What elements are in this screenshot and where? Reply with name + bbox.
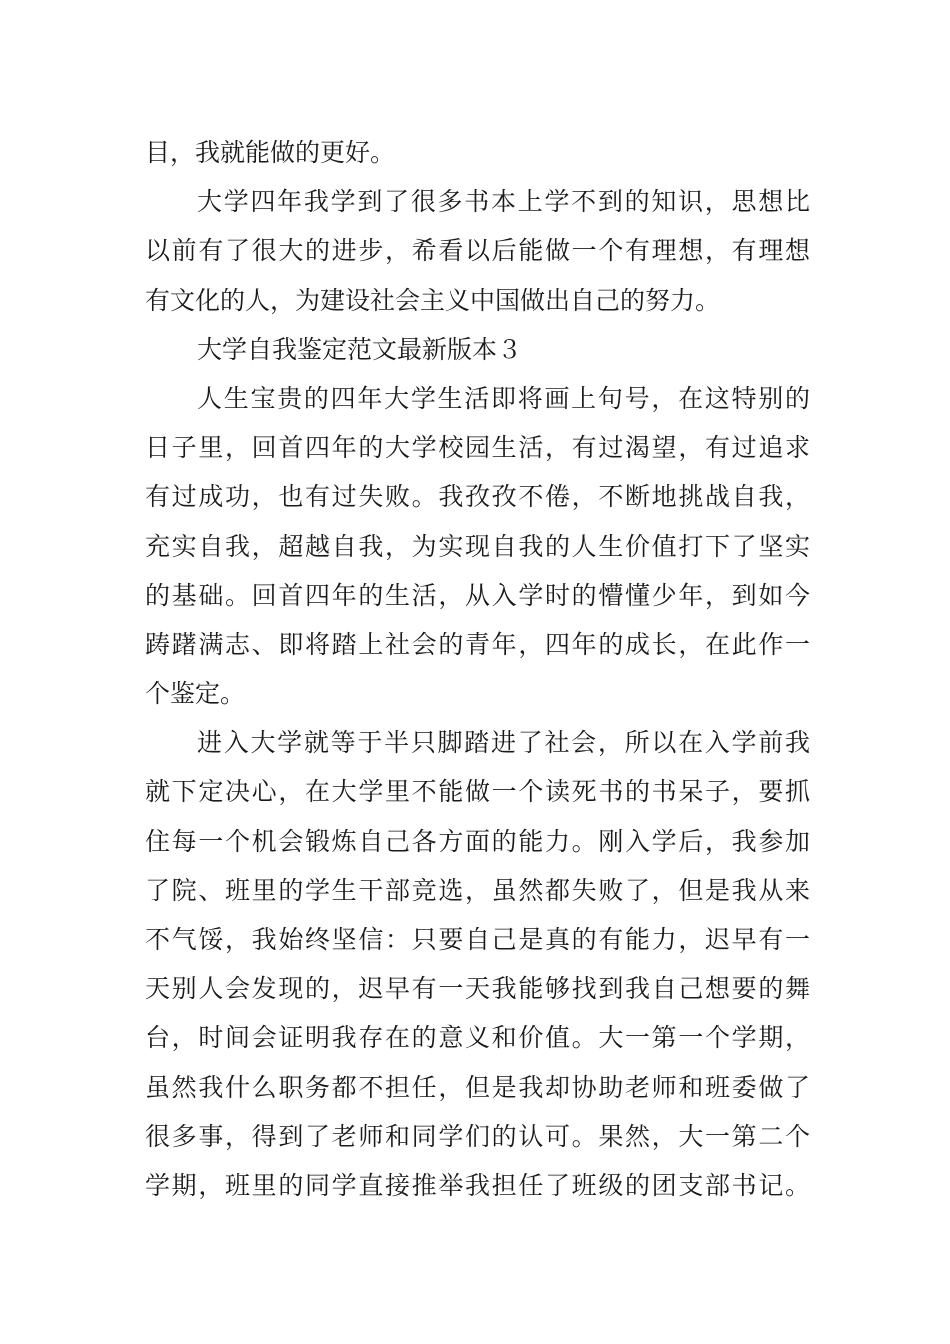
text-line: 以前有了很大的进步，希看以后能做一个有理想，有理想 <box>145 236 810 266</box>
text-line: 充实自我，超越自我，为实现自我的人生价值打下了坚实 <box>145 531 810 561</box>
text-line: 天别人会发现的，迟早有一天我能够找到我自己想要的舞 <box>145 974 810 1004</box>
section-heading: 大学自我鉴定范文最新版本３ <box>197 334 523 364</box>
text-line: 虽然我什么职务都不担任，但是我却协助老师和班委做了 <box>145 1072 810 1102</box>
text-line: 的基础。回首四年的生活，从入学时的懵懂少年，到如今 <box>145 580 810 610</box>
text-line: 大学四年我学到了很多书本上学不到的知识，思想比 <box>197 187 810 217</box>
text-line: 进入大学就等于半只脚踏进了社会，所以在入学前我 <box>197 728 810 758</box>
text-line: 个鉴定。 <box>145 679 246 709</box>
body-text <box>145 128 810 1210</box>
text-line: 了院、班里的学生干部竞选，虽然都失败了，但是我从来 <box>145 875 810 905</box>
text-line: 台，时间会证明我存在的意义和价值。大一第一个学期， <box>145 1023 810 1053</box>
text-line: 学期，班里的同学直接推举我担任了班级的团支部书记。 <box>145 1170 810 1200</box>
text-line: 人生宝贵的四年大学生活即将画上句号，在这特别的 <box>197 383 810 413</box>
text-line: 很多事，得到了老师和同学们的认可。果然，大一第二个 <box>145 1121 810 1151</box>
text-line: 住每一个机会锻炼自己各方面的能力。刚入学后，我参加 <box>145 826 810 856</box>
text-line: 日子里，回首四年的大学校园生活，有过渴望，有过追求 <box>145 433 810 463</box>
text-line: 就下定决心，在大学里不能做一个读死书的书呆子，要抓 <box>145 777 810 807</box>
text-line: 踌躇满志、即将踏上社会的青年，四年的成长，在此作一 <box>145 629 810 659</box>
text-line: 目，我就能做的更好。 <box>145 138 396 167</box>
text-line: 有文化的人，为建设社会主义中国做出自己的努力。 <box>145 285 721 315</box>
text-line: 不气馁，我始终坚信：只要自己是真的有能力，迟早有一 <box>145 925 810 954</box>
text-line: 有过成功，也有过失败。我孜孜不倦，不断地挑战自我， <box>145 482 810 512</box>
